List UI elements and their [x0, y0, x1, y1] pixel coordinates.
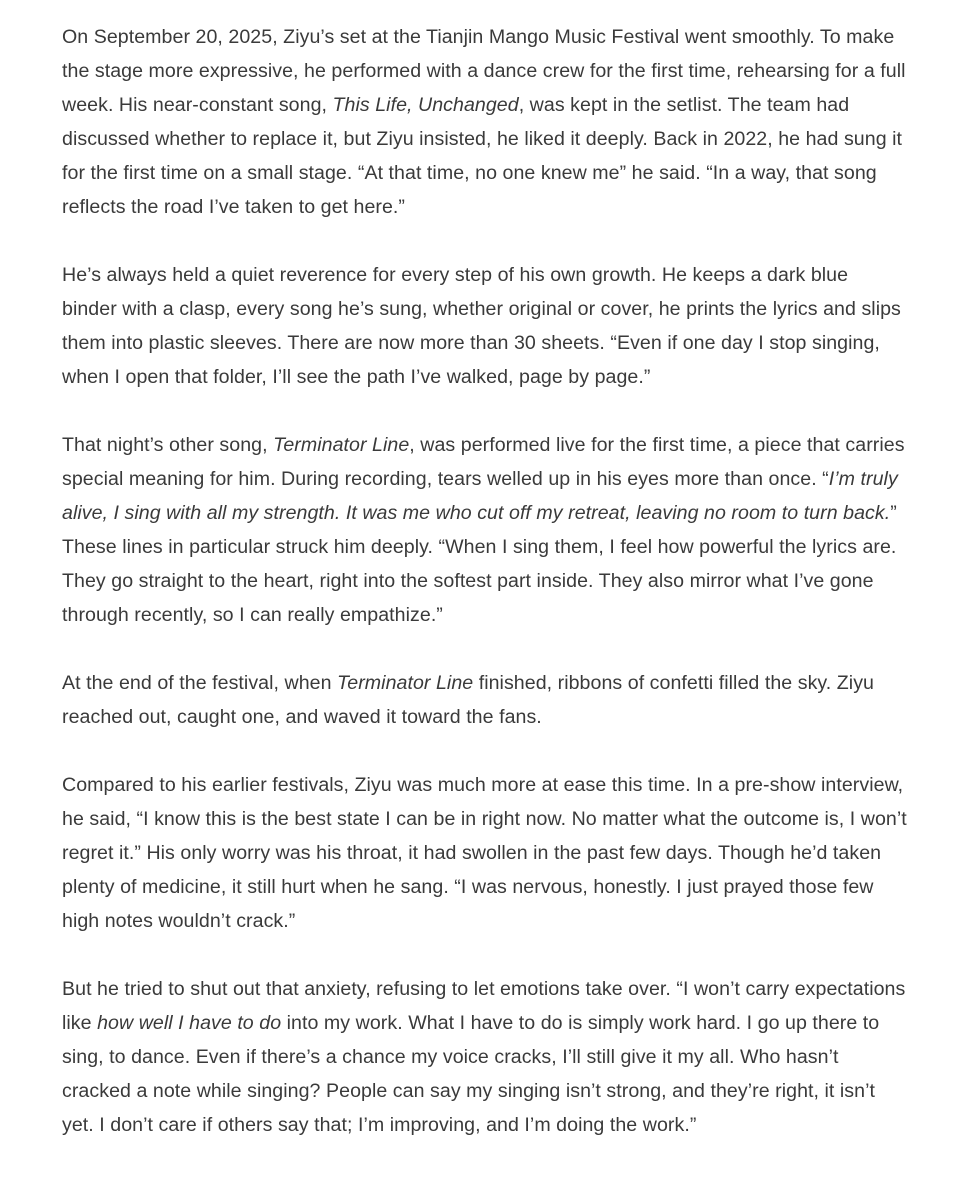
emphasis-italic: how well I have to do [97, 1012, 282, 1034]
paragraph-text: into my work. What I have to do is simply work hard. I go up there to sing, to dance. Even if there’s a chance my voice cracks, I’ll still give it my all. Who hasn’t cracked a note while singing? People can say my singing isn’t strong, and they’re right, it isn’t yet. I don’t care if others say that; I’m improving, and I’m doing the work.” [62, 1012, 880, 1136]
paragraph-text: At the end of the festival, when [62, 672, 338, 694]
paragraph-text: He’s always held a quiet reverence for every step of his own growth. He keeps a dark blue binder with a clasp, every song he’s sung, whether original or cover, he prints the lyrics and slips them into plastic sleeves. There are now more than 30 sheets. “Even if one day I stop singing, when I open that folder, I’ll see the path I’ve walked, page by page.” [62, 264, 901, 388]
paragraph-text: That night’s other song, [62, 434, 274, 456]
paragraph-text: But he tried to shut out that anxiety, refusing to let emotions take over. “I won’t carry expectations like [62, 978, 906, 1034]
paragraph-text: , was kept in the setlist. The team had discussed whether to replace it, but Ziyu insisted, he liked it deeply. Back in 2022, he had sung it for the first time on a small stage. “At that time, no one knew me” he said. “In a way, that song reflects the road I’ve taken to get here.” [62, 94, 903, 218]
song-title-italic: Terminator Line [337, 672, 474, 694]
song-title-italic: Terminator Line [273, 434, 410, 456]
paragraph-text: ” These lines in particular struck him deeply. “When I sing them, I feel how powerful the lyrics are. They go straight to the heart, right into the softest part inside. They also mirror what I’ve gone through recently, so I can really empathize.” [62, 502, 897, 626]
song-title-italic: This Life, Unchanged [332, 94, 519, 116]
paragraph-text: , was performed live for the first time, a piece that carries special meaning for him. During recording, tears welled up in his eyes more than once. “ [62, 434, 905, 490]
paragraph-text: finished, ribbons of confetti filled the sky. Ziyu reached out, caught one, and waved it toward the fans. [62, 672, 875, 728]
paragraph-3 [62, 428, 908, 632]
lyrics-quote-italic: I’m truly alive, I sing with all my strength. It was me who cut off my retreat, leaving no room to turn back. [62, 468, 898, 524]
paragraph-6 [62, 972, 908, 1142]
paragraph-1 [62, 20, 908, 224]
paragraph-4 [62, 666, 908, 734]
paragraph-text: Compared to his earlier festivals, Ziyu was much more at ease this time. In a pre-show interview, he said, “I know this is the best state I can be in right now. No matter what the outcome is, I won’t regret it.” His only worry was his throat, it had swollen in the past few days. Though he’d taken plenty of medicine, it still hurt when he sang. “I was nervous, honestly. I just prayed those few high notes wouldn’t crack.” [62, 774, 907, 932]
paragraph-text: On September 20, 2025, Ziyu’s set at the Tianjin Mango Music Festival went smoothly. To make the stage more expressive, he performed with a dance crew for the first time, rehearsing for a full week. His near-constant song, [62, 26, 906, 116]
paragraph-5 [62, 768, 908, 938]
paragraph-2 [62, 258, 908, 394]
